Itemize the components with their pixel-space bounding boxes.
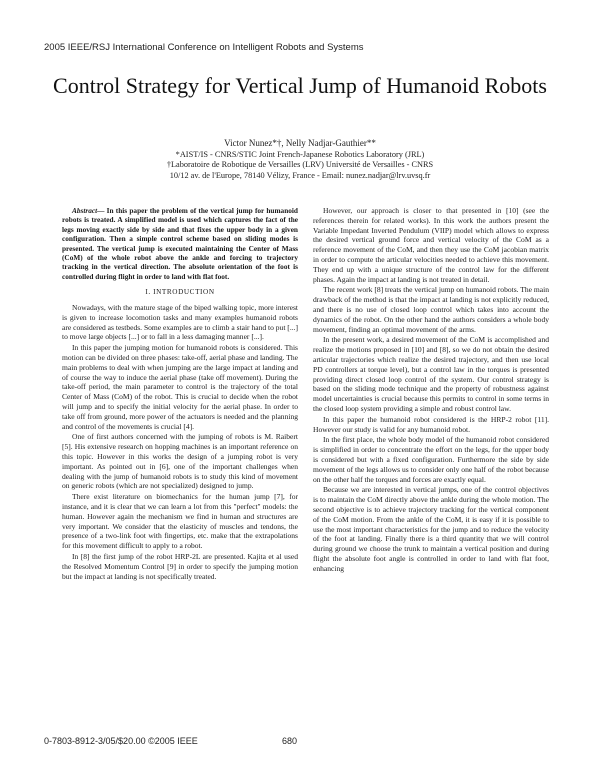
abstract-text: — In this paper the problem of the vertical jump for humanoid robots is treated. A simplified model is used which captures the fact of the legs moving exactly side by side and that fixes the upper body in a given configuration. Then a simple control scheme based on sliding modes is presented. The vertical jump is executed maintaining the Center of Mass (CoM) of the whole robot above the ankle and forcing to trajectory tracking in the vertical direction. The absolute orientation of the foot is controlled during flight in order to land with flat foot. [62,206,298,281]
author-address: 10/12 av. de l'Europe, 78140 Vélizy, France - Email: nunez.nadjar@lrv.uvsq.fr [169,170,431,180]
author-names: Victor Nunez*†, Nelly Nadjar-Gauthier** [224,138,376,148]
paragraph: In this paper the humanoid robot considered is the HRP-2 robot [11]. However our study is valid for any humanoid robot. [313,414,549,434]
paragraph: There exist literature on biomechanics for the human jump [7], for instance, and it is clear that we can learn a lot from this "perfect" models: the human. However again the mechanism we find in human and structures are very important. We consider that the elasticity of muscles and tendons, the presence of a two-link foot with fingertips, etc. make that the extrapolations for this movement difficult to apply to a robot. [62,492,298,551]
section-heading-introduction: I. INTRODUCTION [145,288,215,297]
author-block [60,138,540,181]
affiliation-2: †Laboratoire de Robotique de Versailles (LRV) Université de Versailles - CNRS [166,160,434,169]
abstract-label: Abstract [72,206,98,215]
footer-isbn: 0-7803-8912-3/05/$20.00 ©2005 IEEE [44,736,198,746]
abstract [62,206,298,281]
paragraph: However, our approach is closer to that presented in [10] (see the references therein for related works). In this work the authors present the Variable Impedant Inverted Pendulum (VIIP) model which allows to express the desired vertical ground force and vertical velocity of the CoM as a reference movement of the CoM, and then they use the CoM jacobian matrix in order to compute the articular velocities needed to achieve this movement. They end up with a unique structure of the control law for the different phases. Again the impact at landing is not treated in detail. [313,206,549,284]
paragraph: In this paper the jumping motion for humanoid robots is considered. This motion can be divided on three phases: take-off, aerial phase and landing. The main problems to deal with when jumping are the large impact at landing and of course the way to induce the aerial phase (take off movement). During the take-off period, the main parameter to control is the trajectory of the total Center of Mass (CoM) of the robot. This is crucial to decide when the robot will jump and to specify the initial velocity for the aerial phase. In order to take off from ground, more power of the actuators is needed and the planning and control of the movements is crucial [4]. [62,343,298,431]
paragraph: In [8] the first jump of the robot HRP-2L are presented. Kajita et al used the Resolved Momentum Control [9] in order to specify the jumping motion but the impact at landing is not specifically treated. [62,551,298,581]
left-column [62,206,298,582]
paper-title: Control Strategy for Vertical Jump of Humanoid Robots [53,73,547,98]
right-column [313,206,549,574]
conference-header: 2005 IEEE/RSJ International Conference on Intelligent Robots and Systems [44,42,364,53]
paragraph: One of first authors concerned with the jumping of robots is M. Raibert [5]. His extensive research on hopping machines is an important reference on this topic. However in this works the design of a jumping robot is very important. As pointed out in [6], one of the important challenges when dealing with the jump of humanoid robots is to study this kind of movement on generic robots (which are not specialized) designed to jump. [62,432,298,491]
paragraph: In the first place, the whole body model of the humanoid robot considered is simplified in order to concentrate the effort on the legs, for the upper body is considered but with a fixed configuration. Furthermore the side by side movement of the legs allows us to consider only one half of the robot because on the other half the torques and forces are exactly equal. [313,435,549,484]
page-number: 680 [282,736,298,746]
affiliation-1: *AIST/IS - CNRS/STIC Joint French-Japanese Robotics Laboratory (JRL) [175,149,425,159]
paragraph: Because we are interested in vertical jumps, one of the control objectives is to maintain the CoM directly above the ankle during the whole motion. The second objective is to achieve trajectory tracking for the vertical component of the CoM motion. From the ankle of the CoM, it is easy if it is possible to use the most important characteristics for the jump and to reduce the velocity of the foot at landing. Finally there is a third quantity that we will control during ground we choose the trunk to maintain a vertical position and during flight the absolute foot angle is controlled in order to land with flat foot, enhancing [313,485,549,573]
paragraph: Nowadays, with the mature stage of the biped walking topic, more interest is given to increase locomotion tasks and many examples humanoid robots are considered as testbeds. Some examples are to climb a stair hand to put [...] to move large objects [...] or to fall in a less damaging manner [...]. [62,303,298,342]
paragraph: The recent work [8] treats the vertical jump on humanoid robots. The main drawback of the method is that the impact at landing is not explicitly reduced, and there is no use of closed loop control which takes into account the dynamics of the robot. On the other hand the authors considers a whole body movement, finding an optimal movement of the arms. [313,285,549,334]
paragraph: In the present work, a desired movement of the CoM is accomplished and realize the motions proposed in [10] and [8], so we do not obtain the desired articular trajectories which realize the desired trajectory, and then use local PD controllers at torque level), but a control law in the torques is presented providing direct closed loop control of the system. Our control strategy is based on the sliding mode technique and the property of robustness against model uncertainties is crucial because this permits to control in some terms in the closed loop system providing a simple and robust control law. [313,335,549,413]
